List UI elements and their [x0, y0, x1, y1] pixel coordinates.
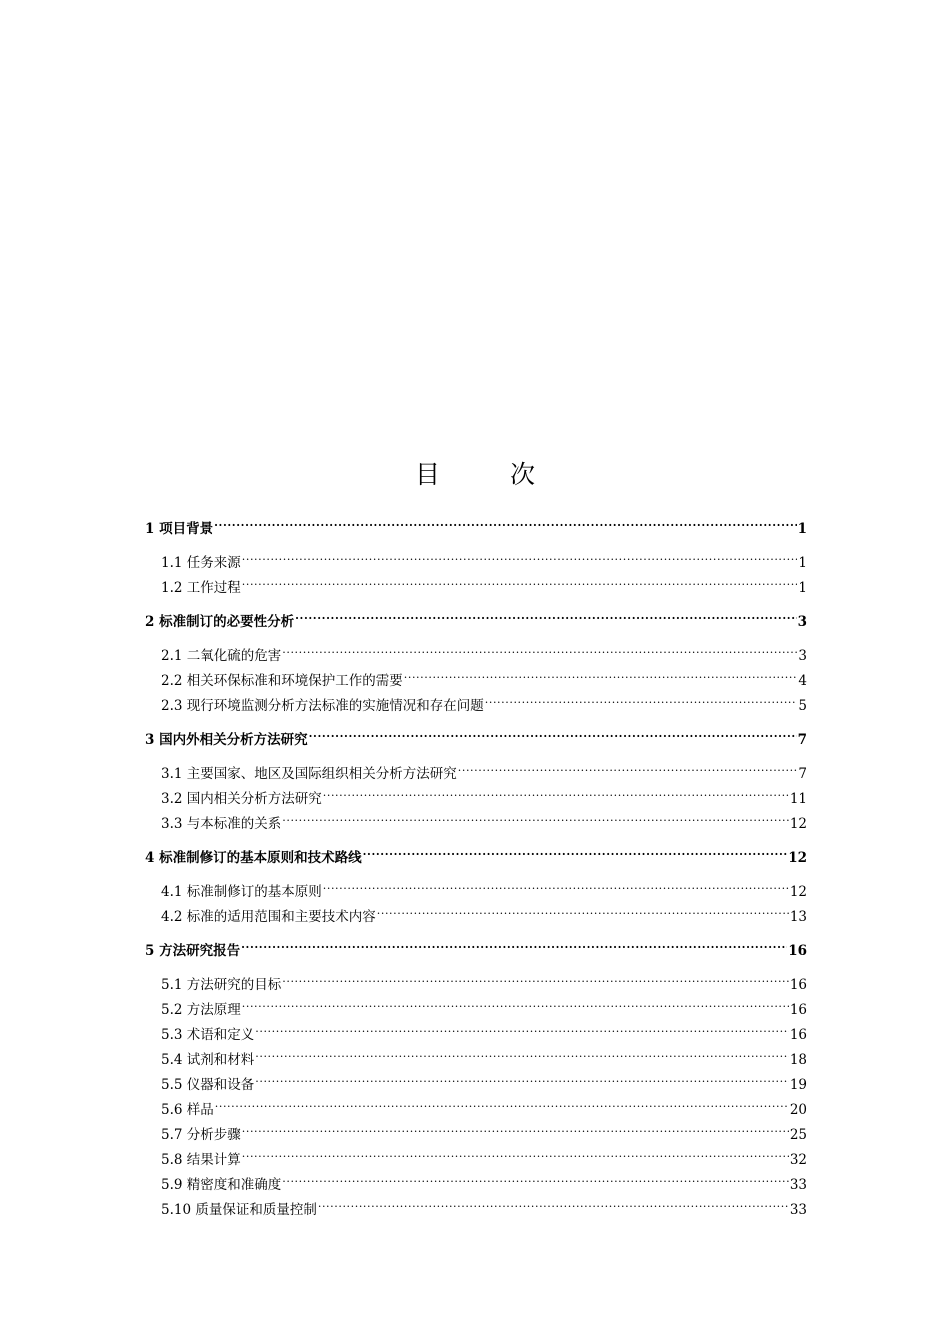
toc-entry-label: 5.5 仪器和设备	[161, 1077, 255, 1093]
toc-entry-label: 4 标准制修订的基本原则和技术路线	[145, 850, 362, 866]
toc-dot-leader	[323, 778, 789, 803]
toc-page-number: 3	[797, 614, 807, 630]
toc-title-left: 目	[414, 460, 440, 489]
toc-dot-leader	[215, 1089, 789, 1114]
toc-entry-label: 1.2 工作过程	[161, 580, 241, 596]
toc-page-number: 12	[789, 884, 807, 900]
toc-dot-leader	[318, 1189, 789, 1214]
toc-entry-label: 4.2 标准的适用范围和主要技术内容	[161, 909, 376, 925]
toc-page-number: 1	[798, 580, 807, 596]
toc-entry-label: 5 方法研究报告	[145, 943, 241, 959]
toc-page-number: 1	[798, 555, 807, 571]
toc-entry-label: 2.2 相关环保标准和环境保护工作的需要	[161, 673, 403, 689]
toc-page-number: 16	[789, 977, 807, 993]
toc-entry-label: 3.2 国内相关分析方法研究	[161, 791, 322, 807]
toc-dot-leader	[242, 989, 789, 1014]
toc-page-number: 16	[789, 1027, 807, 1043]
toc-section-entry[interactable]	[145, 567, 807, 596]
toc-entry-label: 3.1 主要国家、地区及国际组织相关分析方法研究	[161, 766, 457, 782]
toc-page-number: 33	[789, 1177, 807, 1193]
toc-entry-label: 5.7 分析步骤	[161, 1127, 241, 1143]
table-of-contents	[145, 508, 807, 1218]
toc-dot-leader	[282, 964, 789, 989]
toc-dot-leader	[242, 1114, 789, 1139]
toc-dot-leader	[377, 896, 789, 921]
toc-entry-label: 3 国内外相关分析方法研究	[145, 732, 308, 748]
toc-chapter-entry[interactable]	[145, 837, 807, 866]
toc-page-number: 5	[798, 698, 807, 714]
toc-section-entry[interactable]	[145, 989, 807, 1018]
toc-dot-leader	[282, 1164, 789, 1189]
toc-entry-label: 5.1 方法研究的目标	[161, 977, 282, 993]
toc-section-entry[interactable]	[145, 1164, 807, 1193]
toc-chapter-entry[interactable]	[145, 601, 807, 630]
toc-chapter-entry[interactable]	[145, 719, 807, 748]
toc-dot-leader	[242, 567, 798, 592]
toc-dot-leader	[458, 753, 798, 778]
toc-section-entry[interactable]	[145, 542, 807, 571]
toc-section-entry[interactable]	[145, 753, 807, 782]
toc-page-number: 12	[788, 850, 807, 866]
toc-entry-label: 4.1 标准制修订的基本原则	[161, 884, 322, 900]
toc-entry-label: 5.2 方法原理	[161, 1002, 241, 1018]
toc-title-right: 次	[510, 460, 536, 489]
toc-dot-leader	[295, 601, 797, 626]
toc-page-number: 16	[789, 1002, 807, 1018]
toc-page-number: 7	[798, 766, 807, 782]
toc-entry-label: 2.3 现行环境监测分析方法标准的实施情况和存在问题	[161, 698, 484, 714]
toc-dot-leader	[309, 719, 797, 744]
toc-chapter-entry[interactable]	[145, 930, 807, 959]
toc-section-entry[interactable]	[145, 1089, 807, 1118]
toc-dot-leader	[255, 1064, 789, 1089]
toc-entry-label: 5.9 精密度和准确度	[161, 1177, 282, 1193]
toc-page-number: 19	[789, 1077, 807, 1093]
toc-entry-label: 5.6 样品	[161, 1102, 214, 1118]
toc-page-number: 20	[789, 1102, 807, 1118]
toc-entry-label: 5.4 试剂和材料	[161, 1052, 255, 1068]
toc-dot-leader	[241, 930, 787, 955]
toc-page-number: 12	[789, 816, 807, 832]
toc-page-number: 11	[789, 791, 807, 807]
toc-dot-leader	[404, 660, 798, 685]
toc-entry-label: 5.3 术语和定义	[161, 1027, 255, 1043]
toc-entry-label: 1 项目背景	[145, 521, 214, 537]
toc-section-entry[interactable]	[145, 871, 807, 900]
toc-dot-leader	[242, 1139, 789, 1164]
toc-entry-label: 1.1 任务来源	[161, 555, 241, 571]
toc-title	[0, 458, 950, 492]
toc-dot-leader	[255, 1039, 789, 1064]
toc-section-entry[interactable]	[145, 1014, 807, 1043]
toc-section-entry[interactable]	[145, 635, 807, 664]
toc-dot-leader	[282, 803, 789, 828]
toc-page-number: 18	[789, 1052, 807, 1068]
toc-dot-leader	[323, 871, 789, 896]
toc-section-entry[interactable]	[145, 1114, 807, 1143]
toc-page-number: 13	[789, 909, 807, 925]
toc-dot-leader	[282, 635, 797, 660]
toc-page-number: 16	[788, 943, 807, 959]
toc-entry-label: 2.1 二氧化硫的危害	[161, 648, 282, 664]
toc-page-number: 4	[798, 673, 807, 689]
toc-entry-label: 3.3 与本标准的关系	[161, 816, 282, 832]
toc-dot-leader	[255, 1014, 789, 1039]
toc-dot-leader	[242, 542, 798, 567]
toc-dot-leader	[363, 837, 788, 862]
toc-page-number: 25	[789, 1127, 807, 1143]
toc-dot-leader	[214, 508, 797, 533]
toc-section-entry[interactable]	[145, 1139, 807, 1168]
toc-dot-leader	[485, 685, 798, 710]
toc-entry-label: 5.10 质量保证和质量控制	[161, 1202, 317, 1218]
toc-chapter-entry[interactable]	[145, 508, 807, 537]
toc-page-number: 1	[797, 521, 807, 537]
toc-page-number: 32	[789, 1152, 807, 1168]
toc-page-number: 7	[797, 732, 807, 748]
toc-entry-label: 5.8 结果计算	[161, 1152, 241, 1168]
toc-section-entry[interactable]	[145, 964, 807, 993]
toc-entry-label: 2 标准制订的必要性分析	[145, 614, 295, 630]
toc-page-number: 33	[789, 1202, 807, 1218]
toc-page-number: 3	[798, 648, 807, 664]
